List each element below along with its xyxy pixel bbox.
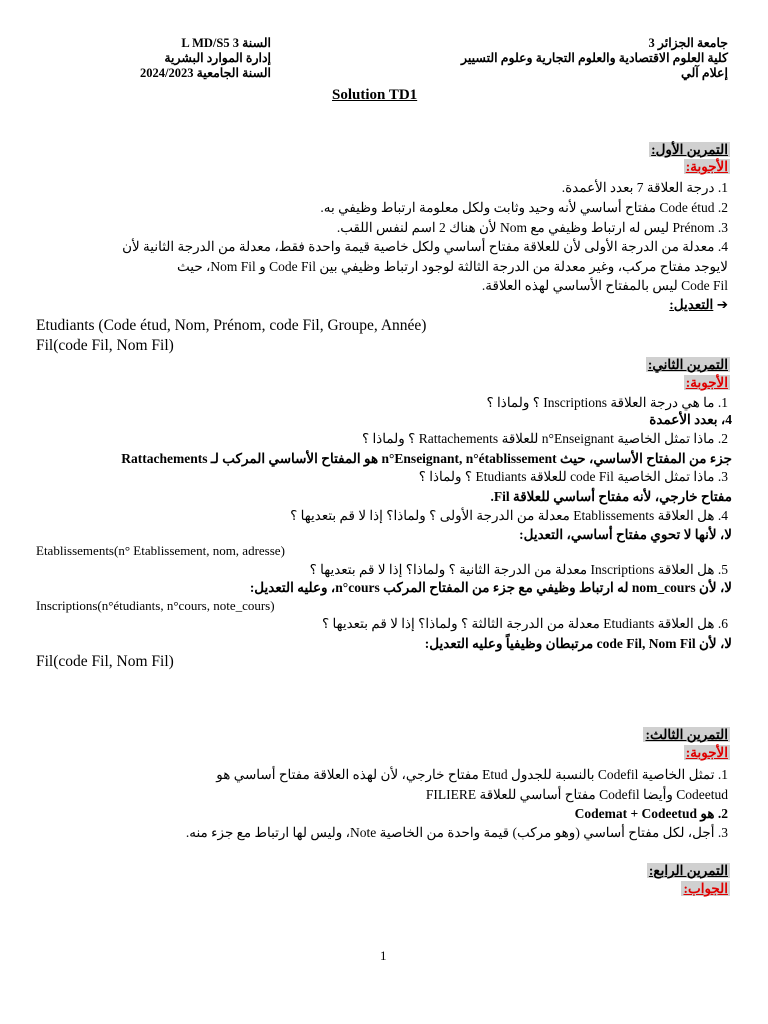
ex3-a1-cont: Codeetud وأيضا Codefil مفتاح أساسي للعلاقة FILIERE xyxy=(425,787,728,802)
ex1-item-3: 3. Prénom ليس له ارتباط وظيفي مع Nom لأن هناك 2 اسم لنفس اللقب. xyxy=(336,220,728,235)
ex1-heading: التمرين الأول: xyxy=(651,142,728,157)
academic-year: السنة الجامعية 2024/2023 xyxy=(140,66,271,80)
ex1-item-4: 4. معدلة من الدرجة الأولى لأن للعلاقة مفتاح أساسي ولكل خاصية قيمة واحدة فقط، معدلة من الدرجة الثانية لأن xyxy=(122,239,728,254)
ex1-item-4-cont: لايوجد مفتاح مركب، وغير معدلة من الدرجة الثالثة لوجود ارتباط وظيفي بين Code Fil و Nom Fil، حيث xyxy=(177,259,728,274)
ex2-a5: لا، لأن nom_cours له ارتباط وظيفي مع جزء من المفتاح المركب n°cours، وعليه التعديل: xyxy=(249,580,732,595)
ex2-answers-label: الأجوبة: xyxy=(685,375,728,390)
ex3-a2: 2. هو Codemat + Codeetud xyxy=(574,806,728,821)
department: إدارة الموارد البشرية xyxy=(164,51,271,65)
arrow-left-icon: ➔ xyxy=(716,297,728,313)
ex2-q6: 6. هل العلاقة Etudiants معدلة من الدرجة الثالثة ؟ ولماذا؟ إذا لا قم بتعديها ؟ xyxy=(321,616,728,631)
ex3-a3: 3. أجل، لكل مفتاح أساسي (وهو مركب) قيمة واحدة من الخاصية Note، وليس لها ارتباط مع جزء منه. xyxy=(185,825,728,840)
ex2-a3: مفتاح خارجي، لأنه مفتاح أساسي للعلاقة Fil. xyxy=(490,489,732,504)
year-level: السنة 3 L MD/S5 xyxy=(181,36,271,50)
ex1-item-1: 1. درجة العلاقة 7 بعدد الأعمدة. xyxy=(561,180,728,195)
ex2-q3: 3. ماذا تمثل الخاصية code Fil للعلاقة Etudiants ؟ ولماذا ؟ xyxy=(418,469,728,484)
ex2-a1: 4، بعدد الأعمدة xyxy=(649,412,732,427)
ex2-q2: 2. ماذا تمثل الخاصية n°Enseignant للعلاقة Rattachements ؟ ولماذا ؟ xyxy=(361,431,728,446)
ex2-heading: التمرين الثاني: xyxy=(647,357,728,372)
page-number: 1 xyxy=(380,948,387,963)
ex2-a2: جزء من المفتاح الأساسي، حيث n°Enseignant, n°établissement هو المفتاح الأساسي المركب لـ Rattachements xyxy=(121,451,732,466)
university-name: جامعة الجزائر 3 xyxy=(648,36,728,50)
ex2-a4: لا، لأنها لا تحوي مفتاح أساسي، التعديل: xyxy=(519,527,732,542)
ex3-a1: 1. تمثل الخاصية Codefil بالنسبة للجدول Etud مفتاح خارجي، لأن لهذه العلاقة مفتاح أساسي هو xyxy=(216,767,728,782)
faculty-name: كلية العلوم الاقتصادية والعلوم التجارية وعلوم التسيير xyxy=(460,51,728,65)
ex4-heading: التمرين الرابع: xyxy=(648,863,728,878)
course-name: إعلام آلي xyxy=(681,66,728,80)
ex2-q5: 5. هل العلاقة Inscriptions معدلة من الدرجة الثانية ؟ ولماذا؟ إذا لا قم بتعديها ؟ xyxy=(309,562,728,577)
ex2-q1: 1. ما هي درجة العلاقة Inscriptions ؟ ولماذا ؟ xyxy=(486,395,728,410)
ex1-relation-fil: Fil(code Fil, Nom Fil) xyxy=(36,337,174,354)
page-title: Solution TD1 xyxy=(332,87,418,103)
ex1-relation-etudiants: Etudiants (Code étud, Nom, Prénom, code Fil, Groupe, Année) xyxy=(36,317,427,334)
ex2-relation-fil: Fil(code Fil, Nom Fil) xyxy=(36,653,174,670)
ex3-answers-label: الأجوبة: xyxy=(685,745,728,760)
ex1-item-2: 2. Code étud مفتاح أساسي لأنه وحيد وثابت ولكل معلومة ارتباط وظيفي به. xyxy=(320,200,728,215)
ex2-q4: 4. هل العلاقة Etablissements معدلة من الدرجة الأولى ؟ ولماذا؟ إذا لا قم بتعديها ؟ xyxy=(290,508,728,523)
ex1-modification: ➔ التعديل: xyxy=(669,297,728,313)
ex2-a6: لا، لأن code Fil, Nom Fil مرتبطان وظيفياً وعليه التعديل: xyxy=(424,636,732,651)
ex2-relation-inscriptions: Inscriptions(n°étudiants, n°cours, note_cours) xyxy=(36,598,275,613)
ex1-answers-label: الأجوبة: xyxy=(685,159,728,174)
ex1-item-4-end: Code Fil ليس بالمفتاح الأساسي لهذه العلاقة. xyxy=(481,278,728,293)
ex3-heading: التمرين الثالث: xyxy=(645,727,728,742)
ex4-answer-label: الجواب: xyxy=(683,881,728,896)
ex2-relation-etablissements: Etablissements(n° Etablissement, nom, adresse) xyxy=(36,543,285,558)
